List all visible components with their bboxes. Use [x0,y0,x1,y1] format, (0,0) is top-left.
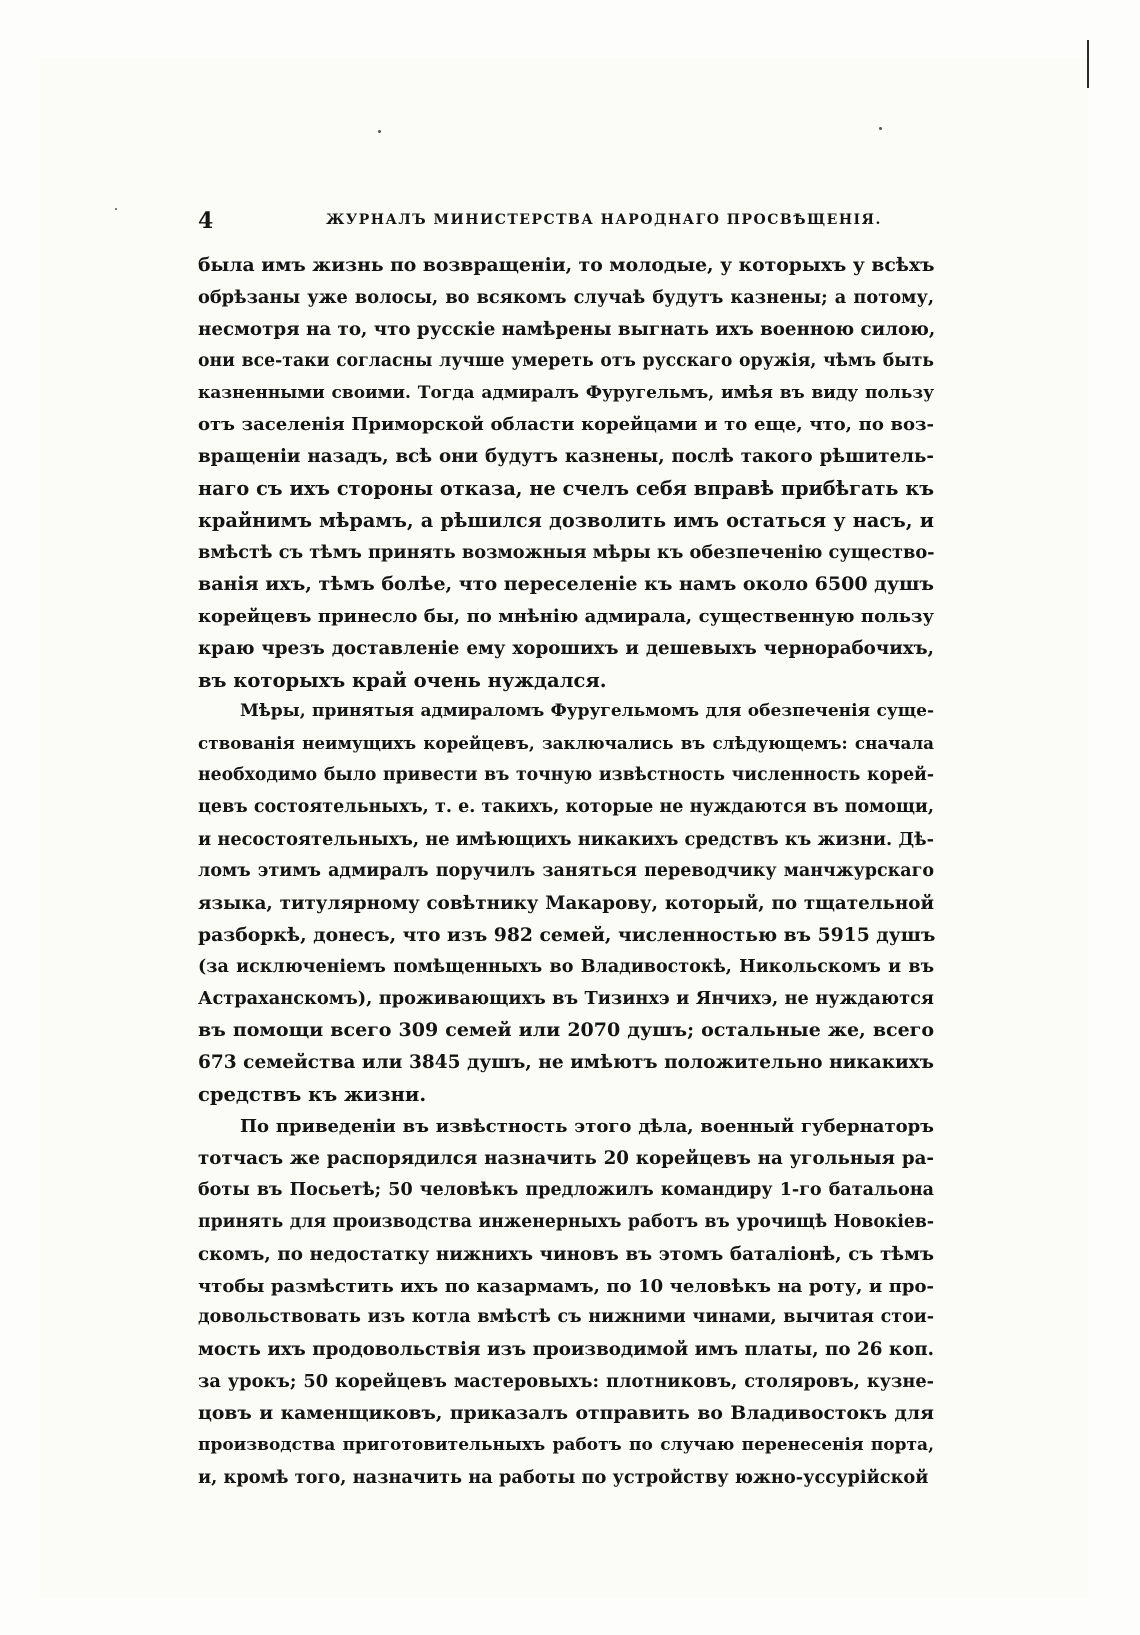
text-line: была имъ жизнь по возвращеніи, то молодые, у которыхъ у всѣхъ [198,254,935,276]
text-line: наго съ ихъ стороны отказа, не счелъ себя вправѣ прибѣгать къ [198,477,934,501]
text-line: ствованія неимущихъ корейцевъ, заключались въ слѣдующемъ: сначала [198,733,934,754]
text-line: тотчасъ же распорядился назначить 20 корейцевъ на угольныя ра- [198,1147,934,1169]
text-line: По приведеніи въ извѣстность этого дѣла, военный губернаторъ [240,1116,934,1138]
text-line: казненными своими. Тогда адмиралъ Фуругельмъ, имѣя въ виду пользу [198,382,934,403]
text-line: и несостоятельныхъ, не имѣющихъ никакихъ средствъ къ жизни. Дѣ- [198,829,935,851]
journal-title: ЖУРНАЛЪ МИНИСТЕРСТВА НАРОДНАГО ПРОСВѢЩЕНІЯ. [326,212,882,228]
paragraph [198,696,934,1111]
text-line: отъ заселенія Приморской области корейцами и то еще, что, по воз- [198,414,934,436]
text-line: вращеніи назадъ, всѣ они будутъ казнены, послѣ такого рѣшитель- [198,446,934,468]
text-line: цовъ и каменщиковъ, приказалъ отправить во Владивостокъ для [198,1402,934,1425]
text-line: довольствовать изъ котла вмѣстѣ съ нижними чинами, вычитая стои- [198,1307,934,1328]
text-line: и, кромѣ того, назначить на работы по устройству южно-уссурійской [198,1466,929,1488]
scan-speck [115,208,117,210]
text-line: обрѣзаны уже волосы, во всякомъ случаѣ будутъ казнены; а потому, [198,286,934,308]
text-line: несмотря на то, что русскіе намѣрены выгнать ихъ военною силою, [198,318,936,340]
text-line: ванія ихъ, тѣмъ болѣе, что переселеніе къ намъ около 6500 душъ [198,572,934,595]
scan-edge-mark [1087,40,1089,88]
text-line: языка, титулярному совѣтнику Макарову, который, по тщательной [198,892,934,914]
text-line: Астраханскомъ), проживающихъ въ Тизинхэ и Янчихэ, не нуждаются [198,988,934,1010]
text-line: за урокъ; 50 корейцевъ мастеровыхъ: плотниковъ, столяровъ, кузне- [198,1371,934,1393]
page-number: 4 [198,208,214,234]
paragraph [198,250,934,696]
text-line: краю чрезъ доставленіе ему хорошихъ и дешевыхъ чернорабочихъ, [198,637,934,659]
text-line: чтобы размѣстить ихъ по казармамъ, по 10 человѣкъ на роту, и про- [198,1275,934,1297]
text-line: крайнимъ мѣрамъ, а рѣшился дозволить имъ остаться у насъ, и [198,509,934,533]
text-line: (за исключеніемъ помѣщенныхъ во Владивостокѣ, Никольскомъ и въ [198,956,934,977]
text-line: 673 семейства или 3845 душъ, не имѣютъ положительно никакихъ [198,1052,934,1074]
text-line: скомъ, по недостатку нижнихъ чиновъ въ этомъ баталіонѣ, съ тѣмъ [198,1243,934,1265]
text-line: вмѣстѣ съ тѣмъ принять возможныя мѣры къ обезпеченію существо- [198,542,935,564]
text-line: производства приготовительныхъ работъ по случаю перенесенія порта, [198,1434,934,1455]
text-line: Мѣры, принятыя адмираломъ Фуругельмомъ для обезпеченія суще- [240,701,934,722]
text-line: средствъ къ жизни. [198,1083,427,1107]
paragraph [198,1111,934,1494]
scan-speck [378,130,381,133]
text-line: боты въ Посьетѣ; 50 человѣкъ предложилъ командиру 1-го батальона [198,1179,934,1200]
text-line: принять для производства инженерныхъ работъ въ урочищѣ Новокіев- [198,1211,934,1232]
text-line: въ помощи всего 309 семей или 2070 душъ; остальные же, всего [198,1019,934,1042]
text-line: мость ихъ продовольствія изъ производимой имъ платы, по 26 коп. [198,1339,934,1361]
running-head [198,208,934,234]
text-line: въ которыхъ край очень нуждался. [198,668,607,692]
text-line: необходимо было привести въ точную извѣстность численность корей- [198,765,934,786]
text-line: корейцевъ принесло бы, по мнѣнію адмирала, существенную пользу [198,605,934,627]
text-line: они все-таки согласны лучше умереть отъ русскаго оружія, чѣмъ быть [198,350,934,371]
body-text [198,250,934,1494]
text-line: ломъ этимъ адмиралъ поручилъ заняться переводчику манчжурскаго [198,860,934,881]
text-line: разборкѣ, донесъ, что изъ 982 семей, численностью въ 5915 душъ [198,923,936,946]
scan-speck [879,127,882,130]
text-line: цевъ состоятельныхъ, т. е. такихъ, которые не нуждаются въ помощи, [198,797,934,818]
